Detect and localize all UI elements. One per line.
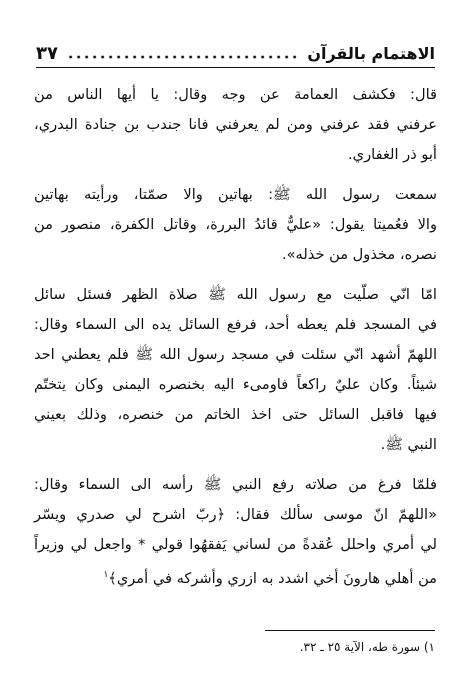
footnote-marker: ١ [103, 570, 109, 580]
header-rule [36, 67, 435, 68]
header-dot-leader [66, 52, 299, 62]
text-line: نصره، مخذول من خذله». [281, 246, 437, 263]
text-line-with-footnote [34, 560, 437, 590]
body-text [34, 80, 437, 590]
text-line: اللهمّ أشهد انّي سئلت في مسجد رسول الله ﷺ فلم يعطني احد [34, 346, 437, 363]
page-header [36, 40, 435, 66]
running-title: الاهتمام بالقرآن [307, 43, 435, 63]
text-line: قال: فكشف العمامة عن وجه وقال: يا أيها الناس من [34, 86, 437, 103]
text-line: عرفني فقد عرفني ومن لم يعرفني فانا جندب بن جنادة البدري، [34, 116, 437, 133]
paragraph-1 [34, 80, 437, 170]
text-line: فلمّا فرغ من صلاته رفع النبي ﷺ رأسه الى السماء وقال: [34, 476, 437, 493]
text-line: والا فعُميتا يقول: «عليٌّ قائدُ البررة، وقاتل الكفرة، منصور من [34, 216, 437, 233]
text-line: من أهلي هارونَ أخي اشدد به ازري وأشركه في أمري﴾ [108, 569, 437, 587]
text-line: النبي ﷺ. [380, 436, 437, 453]
text-line: شيئاً. وكان عليٌ راكعاً فاومىء اليه بخنصره اليمنى وكان يتختّم [34, 376, 437, 393]
text-line: امّا انّي صلّيت مع رسول الله ﷺ صلاة الظهر فسئل سائل [34, 286, 437, 303]
text-line: سمعت رسول الله ﷺ: بهاتين والا صمّتا، ورأيته بهاتين [34, 186, 437, 203]
text-line: في المسجد فلم يعطه أحد، فرفع السائل يده الى السماء وقال: [34, 316, 437, 333]
text-line: فيها فاقبل السائل حتى اخذ الخاتم من خنصره، وذلك بعيني [34, 406, 437, 423]
page-number: ٣٧ [36, 42, 58, 64]
footnote: ١) سورة طه، الآية ٢٥ ـ ٣٢. [299, 640, 435, 654]
text-line: أبو ذر الغفاري. [348, 146, 437, 163]
text-line: «اللهمّ انّ موسى سألك فقال: ﴿ربّ اشرح لي صدري ويسّر [34, 506, 437, 523]
text-line: لي أمري واحلل عُقدةً من لساني يَفقهُوا قولي * واجعل لي وزيراً [34, 536, 437, 553]
paragraph-3 [34, 280, 437, 460]
paragraph-2 [34, 180, 437, 270]
paragraph-4 [34, 470, 437, 590]
footnote-rule [265, 630, 435, 631]
